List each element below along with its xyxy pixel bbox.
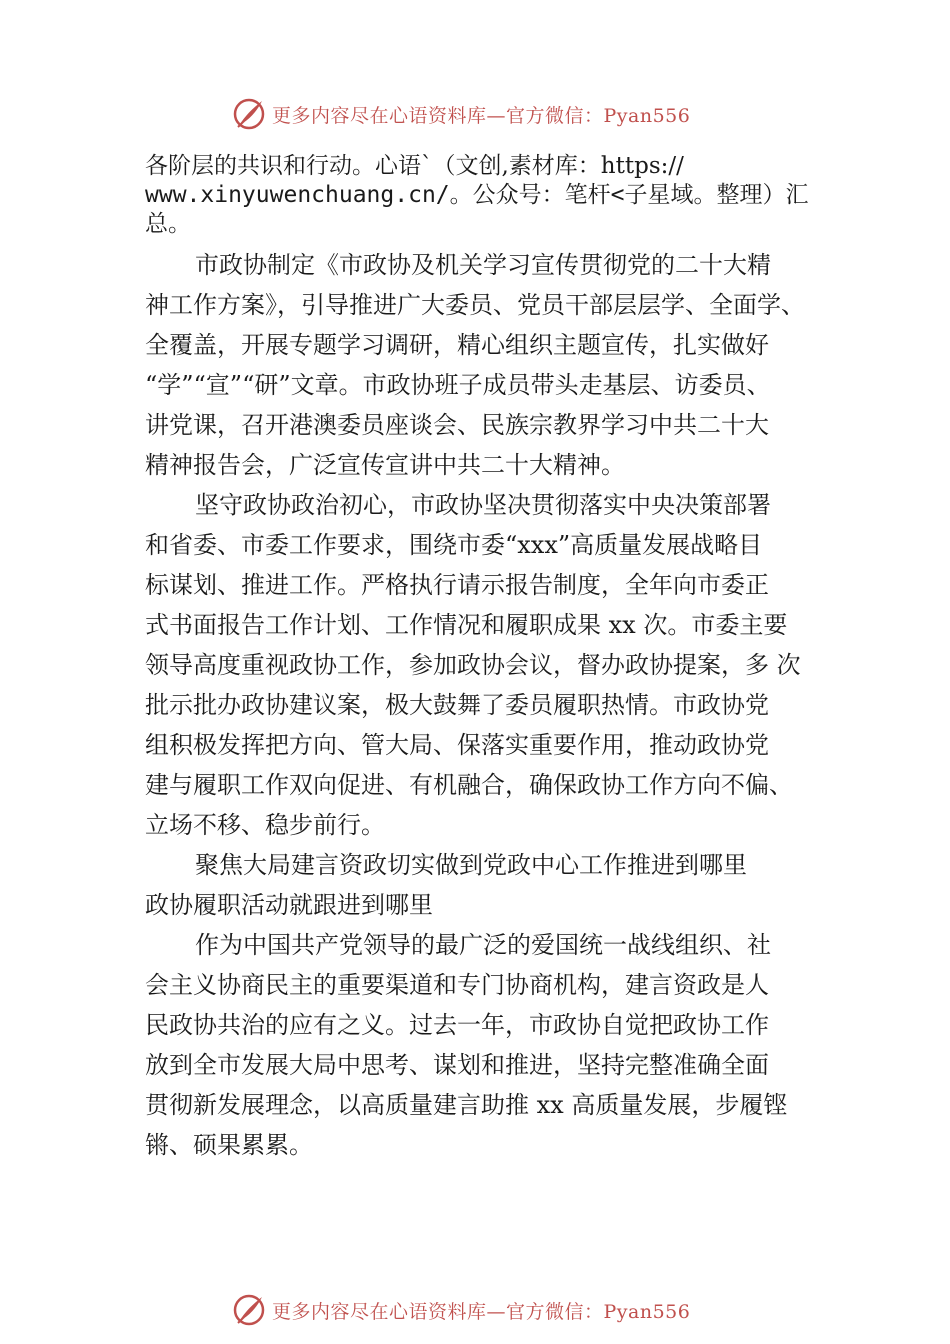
- paragraph-line: 精神报告会，广泛宣传宣讲中共二十大精神。: [145, 451, 625, 479]
- paragraph-line: 放到全市发展大局中思考、谋划和推进，坚持完整准确全面: [145, 1051, 769, 1079]
- paragraph-line: 标谋划、推进工作。严格执行请示报告制度，全年向市委正: [145, 571, 769, 599]
- paragraph-line: 会主义协商民主的重要渠道和专门协商机构，建言资政是人: [145, 971, 769, 999]
- paragraph-line: 立场不移、稳步前行。: [145, 811, 385, 839]
- intro-line: 总。: [145, 211, 191, 237]
- footer-banner-text: 更多内容尽在心语资料库—官方微信：Pyan556: [272, 1300, 691, 1323]
- paragraph-line: 组积极发挥把方向、管大局、保落实重要作用，推动政协党: [145, 731, 769, 759]
- paragraph-line: 锵、硕果累累。: [145, 1131, 313, 1159]
- header-banner-text: 更多内容尽在心语资料库—官方微信：Pyan556: [272, 104, 691, 127]
- quill-logo-icon: [232, 1293, 266, 1327]
- paragraph-line: 式书面报告工作计划、工作情况和履职成果 xx 次。市委主要: [145, 611, 788, 639]
- paragraph-line: 贯彻新发展理念，以高质量建言助推 xx 高质量发展，步履铿: [145, 1091, 788, 1119]
- paragraph-line: 批示批办政协建议案，极大鼓舞了委员履职热情。市政协党: [145, 691, 769, 719]
- quill-logo-icon: [232, 97, 266, 131]
- document-body: [145, 152, 827, 1165]
- paragraph-line: 民政协共治的应有之义。过去一年，市政协自觉把政协工作: [145, 1011, 769, 1039]
- footer-banner: [232, 1290, 752, 1330]
- paragraph-line: 建与履职工作双向促进、有机融合，确保政协工作方向不偏、: [145, 771, 793, 799]
- intro-line: www.xinyuwenchuang.cn/。公众号：笔杆<子星域。整理）汇: [145, 182, 809, 208]
- paragraph-line: 坚守政协政治初心，市政协坚决贯彻落实中央决策部署: [195, 491, 771, 519]
- paragraph-line: 和省委、市委工作要求，围绕市委“xxx”高质量发展战略目: [145, 531, 763, 559]
- paragraph-line: 作为中国共产党领导的最广泛的爱国统一战线组织、社: [195, 931, 771, 959]
- paragraph-line: 市政协制定《市政协及机关学习宣传贯彻党的二十大精: [195, 251, 771, 279]
- paragraph-line: 全覆盖，开展专题学习调研，精心组织主题宣传，扎实做好: [145, 331, 769, 359]
- paragraph-line: 讲党课，召开港澳委员座谈会、民族宗教界学习中共二十大: [145, 411, 769, 439]
- header-banner: [232, 94, 752, 134]
- intro-line: 各阶层的共识和行动。心语`（文创,素材库：https://: [145, 153, 684, 179]
- paragraph-line: “学”“宣”“研”文章。市政协班子成员带头走基层、访委员、: [145, 371, 771, 399]
- paragraph-line: 领导高度重视政协工作，参加政协会议，督办政协提案，多 次: [145, 651, 801, 679]
- section-heading-line: 聚焦大局建言资政切实做到党政中心工作推进到哪里: [195, 851, 747, 879]
- section-heading-line: 政协履职活动就跟进到哪里: [145, 891, 433, 919]
- paragraph-line: 神工作方案》，引导推进广大委员、党员干部层层学、全面学、: [145, 291, 805, 319]
